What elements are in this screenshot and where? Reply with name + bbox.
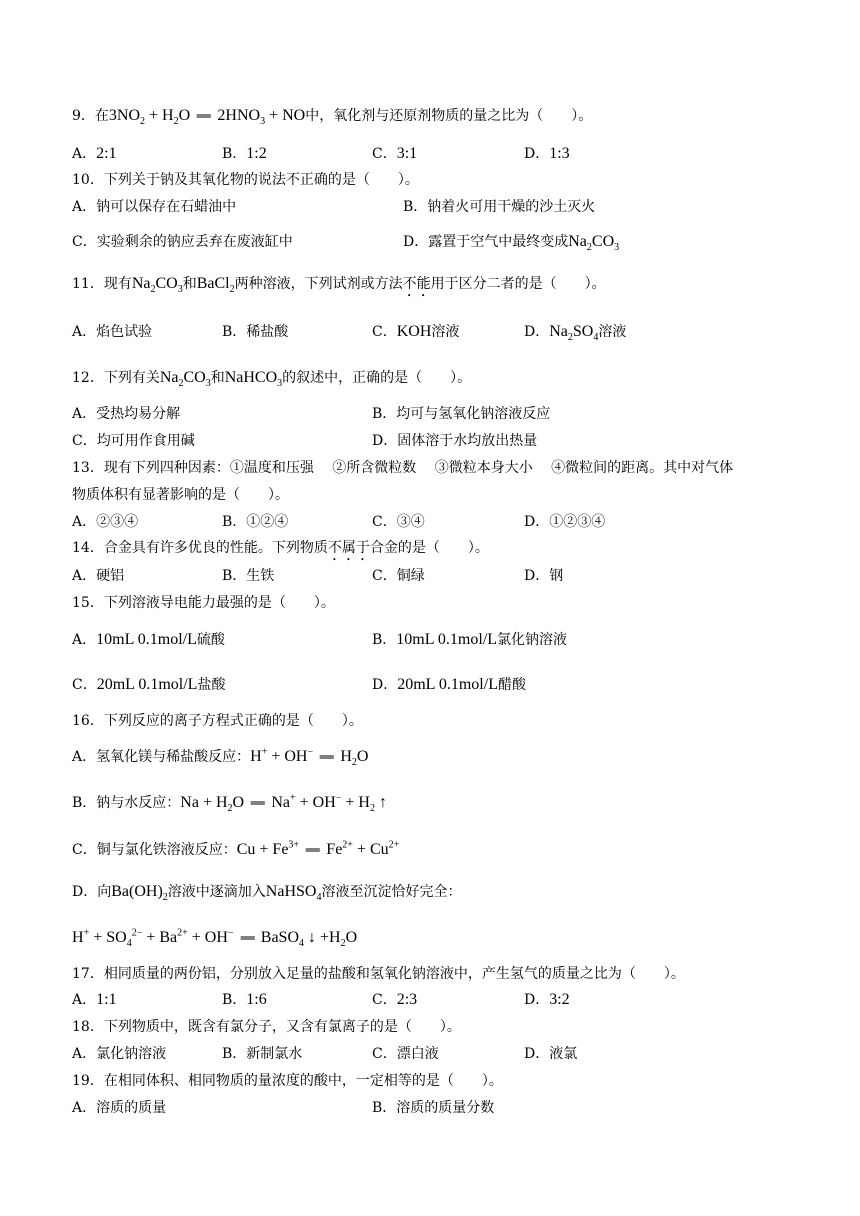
option-b: B．1:2 — [222, 145, 267, 162]
question-9-stem — [72, 106, 592, 126]
option-d: D．液氯 — [524, 1046, 578, 1062]
option-d: D．①②③④ — [524, 514, 606, 530]
option-b: B．①②④ — [222, 514, 289, 530]
option-d: D．20mL 0.1mol/L醋酸 — [372, 676, 526, 693]
option-b: B．稀盐酸 — [222, 324, 289, 340]
option-c: C．实验剩余的钠应丢弃在废液缸中 — [72, 234, 293, 250]
question-19-stem: 19．在相同体积、相同物质的量浓度的酸中，一定相等的是（ ）。 — [72, 1073, 503, 1089]
option-a: A．硬铝 — [72, 568, 125, 584]
question-12-stem: 12．下列有关$Na_2CO_3$和NaHCO$_3$的叙述中，正确的是（ ）。 — [72, 369, 472, 390]
emphasized-text: 不属于 — [327, 540, 370, 556]
formula: $2HNO_3$ + NO — [217, 107, 306, 128]
option-c: C．2:3 — [372, 991, 418, 1008]
emphasized-text: 不能 — [402, 276, 431, 292]
option-a: A．10mL 0.1mol/L硫酸 — [72, 631, 225, 648]
option-d: D．固体溶于水均放出热量 — [372, 433, 538, 449]
option-d: D．向$Ba(OH)_2$溶液中逐滴加入NaHSO$_4$溶液至沉淀恰好完全： — [72, 883, 462, 904]
option-c: C．铜与氯化铁溶液反应：$Cu + Fe^{3+}$ ═ $Fe^{2+} + Cu^{2+}$ — [72, 839, 400, 858]
option-b: B．10mL 0.1mol/L氯化钠溶液 — [372, 631, 568, 648]
question-number: 9． — [72, 108, 95, 124]
option-d: D．露置于空气中最终变成$Na_2CO_3$ — [403, 233, 620, 254]
option-d: D．钢 — [524, 568, 564, 584]
option-c: C．均可用作食用碱 — [72, 433, 195, 449]
option-a: A．2:1 — [72, 145, 117, 162]
option-b: B．钠与水反应：$Na + H_2O$ ═ $Na^+ + OH^- + H_2$ ↑ — [72, 792, 387, 815]
question-15-stem: 15．下列溶液导电能力最强的是（ ）。 — [72, 595, 335, 611]
option-c: C．铜绿 — [372, 568, 425, 584]
question-11-stem: 11．现有$Na_2CO_3$和BaCl$_2$两种溶液，下列试剂或方法不能用于区分二者的是（ ）。 — [72, 275, 606, 296]
question-13-stem: 13．现有下列四种因素：①温度和压强 ②所含微粒数 ③微粒本身大小 ④微粒间的距离。其中对气体 — [72, 460, 734, 476]
option-d: D．1:3 — [524, 145, 570, 162]
option-c: C．③④ — [372, 514, 425, 530]
option-a: A．受热均易分解 — [72, 406, 181, 422]
option-a: A．氯化钠溶液 — [72, 1046, 167, 1062]
option-a: A．②③④ — [72, 514, 139, 530]
option-a: A．1:1 — [72, 991, 117, 1008]
question-16-stem: 16．下列反应的离子方程式正确的是（ ）。 — [72, 713, 363, 729]
option-b: B．生铁 — [222, 568, 275, 584]
option-b: B．均可与氢氧化钠溶液反应 — [372, 406, 551, 422]
option-d: D．3:2 — [524, 991, 570, 1008]
option-a: A．溶质的质量 — [72, 1100, 167, 1116]
option-b: B．溶质的质量分数 — [372, 1100, 495, 1116]
question-13-stem-cont: 物质体积有显著影响的是（ ）。 — [72, 487, 289, 503]
option-a: A．氢氧化镁与稀盐酸反应：H+ + OH− ═ $H_2O$ — [72, 746, 369, 769]
option-a: A．钠可以保存在石蜡油中 — [72, 199, 237, 215]
option-d: D．$Na_2SO_4$溶液 — [524, 323, 627, 344]
question-10-stem: 10．下列关于钠及其氧化物的说法不正确的是（ ）。 — [72, 172, 419, 188]
formula: $3NO_2 + H_2O$ — [108, 107, 191, 128]
equals-sign: ═ — [196, 109, 211, 123]
option-b: B．新制氯水 — [222, 1046, 303, 1062]
option-c: C．KOH溶液 — [372, 323, 460, 340]
option-d-equation: $H^+ + SO_4^{2-} + Ba^{2+} + OH^-$ ═ BaSO$_4$ ↓ $+H_2O$ — [72, 927, 358, 950]
option-c: C．3:1 — [372, 145, 418, 162]
stem-text: 中，氧化剂与还原剂物质的量之比为（ ）。 — [305, 108, 593, 124]
option-a: A．焰色试验 — [72, 324, 153, 340]
option-b: B．钠着火可用干燥的沙土灭火 — [403, 199, 596, 215]
question-14-stem: 14．合金具有许多优良的性能。下列物质不属于合金的是（ ）。 — [72, 540, 489, 556]
option-b: B．1:6 — [222, 991, 267, 1008]
question-18-stem: 18．下列物质中，既含有氯分子，又含有氯离子的是（ ）。 — [72, 1019, 461, 1035]
option-c: C．20mL 0.1mol/L盐酸 — [72, 676, 226, 693]
question-17-stem: 17．相同质量的两份铝，分别放入足量的盐酸和氢氧化钠溶液中，产生氢气的质量之比为（ ）。 — [72, 966, 685, 982]
stem-text: 在 — [94, 108, 109, 124]
option-c: C．漂白液 — [372, 1046, 439, 1062]
